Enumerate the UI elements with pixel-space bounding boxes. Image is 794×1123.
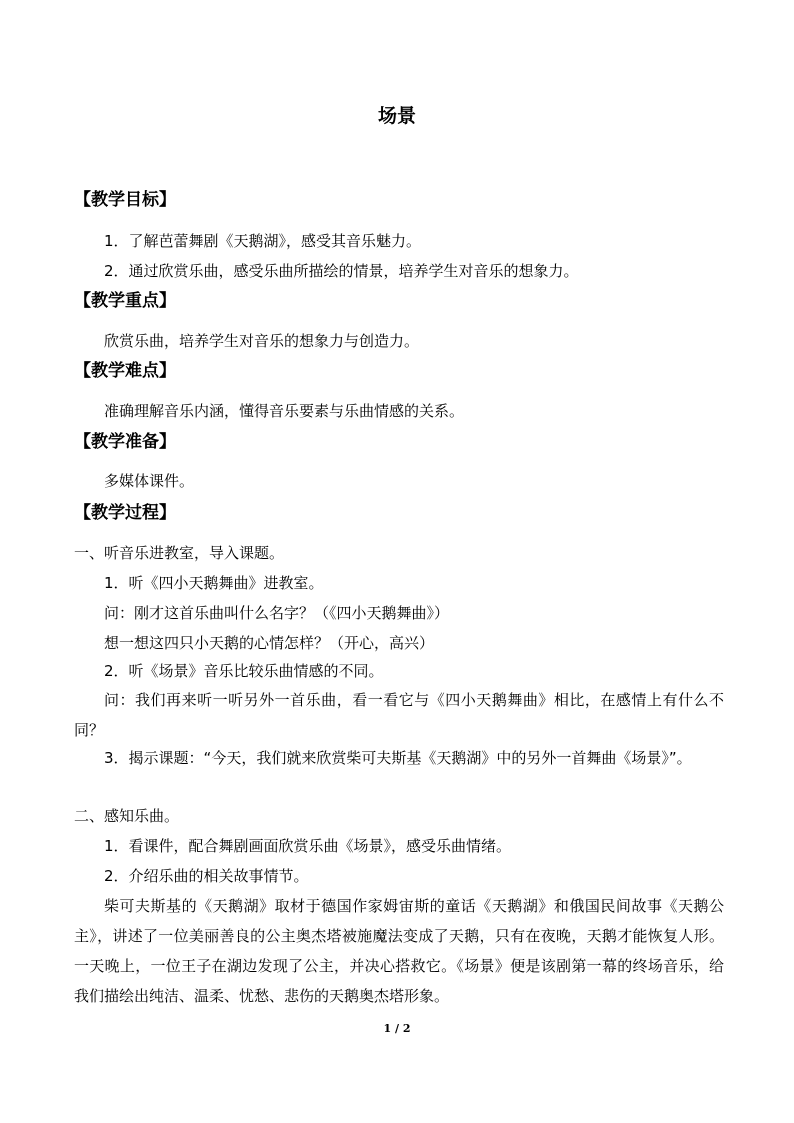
focus-text: 欣赏乐曲，培养学生对音乐的想象力与创造力。	[104, 332, 420, 350]
focus-heading: 【教学重点】	[74, 291, 176, 311]
difficulty-heading: 【教学难点】	[74, 361, 176, 381]
difficulty-text: 准确理解音乐内涵，懂得音乐要素与乐曲情感的关系。	[104, 402, 465, 420]
process-heading: 【教学过程】	[74, 503, 176, 523]
goals-heading: 【教学目标】	[74, 190, 176, 210]
page-number: 1 / 2	[383, 1022, 411, 1035]
part2-title: 二、感知乐曲。	[74, 807, 180, 825]
prep-heading: 【教学准备】	[74, 432, 176, 452]
goal-item-1: 1．了解芭蕾舞剧《天鹅湖》，感受其音乐魅力。	[104, 232, 422, 250]
part1-question-3: 问：我们再来听一听另外一首乐曲，看一看它与《四小天鹅舞曲》相比，在感情上有什么不同？	[74, 691, 724, 739]
part1-step-3: 3．揭示课题：“今天，我们就来欣赏柴可夫斯基《天鹅湖》中的另外一首舞曲《场景》”。	[104, 749, 692, 767]
part1-question-2: 想一想这四只小天鹅的心情怎样？（开心，高兴）	[104, 634, 435, 652]
part1-title: 一、听音乐进教室，导入课题。	[74, 544, 285, 562]
part2-step-1: 1．看课件，配合舞剧画面欣赏乐曲《场景》，感受乐曲情绪。	[104, 837, 512, 855]
part1-step-1: 1．听《四小天鹅舞曲》进教室。	[104, 574, 324, 592]
part1-step-2: 2．听《场景》音乐比较乐曲情感的不同。	[104, 662, 384, 680]
page-title: 场景	[377, 105, 416, 127]
part1-question-1: 问：刚才这首乐曲叫什么名字？（《四小天鹅舞曲》）	[104, 604, 450, 622]
prep-text: 多媒体课件。	[104, 472, 195, 490]
story-paragraph: 柴可夫斯基的《天鹅湖》取材于德国作家姆宙斯的童话《天鹅湖》和俄国民间故事《天鹅公主》，讲述了一位美丽善良的公主奥杰塔被施魔法变成了天鹅，只有在夜晚，天鹅才能恢复人形。一天晚上，一位王子在湖边发现了公主，并决心搭救它。《场景》便是该剧第一幕的终场音乐，给我们描绘出纯洁、温柔、忧愁、悲伤的天鹅奥杰塔形象。	[74, 897, 724, 1005]
goal-item-2: 2．通过欣赏乐曲，感受乐曲所描绘的情景，培养学生对音乐的想象力。	[104, 262, 579, 280]
part2-step-2: 2．介绍乐曲的相关故事情节。	[104, 867, 309, 885]
